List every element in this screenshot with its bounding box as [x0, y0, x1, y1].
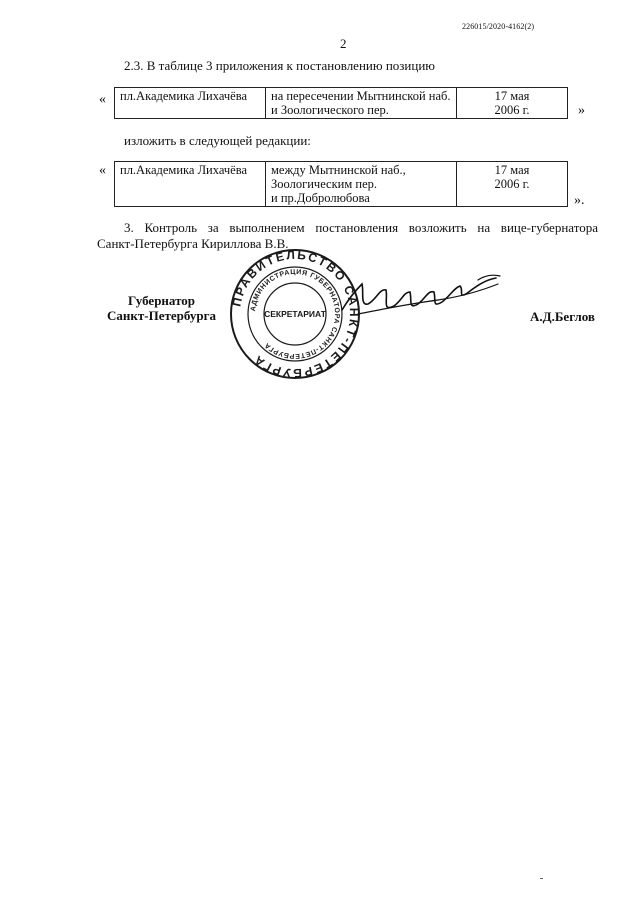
date-cell	[457, 88, 568, 119]
table-new-position	[114, 161, 568, 207]
paragraph-3-line1: 3. Контроль за выполнением постановления возложить на вице-губернатора	[124, 220, 598, 235]
signatory-title-line: Губернатор	[127, 293, 196, 308]
location-cell	[266, 162, 457, 207]
table-row	[115, 88, 568, 119]
date-line: 2006 г.	[494, 103, 530, 117]
table-old-position	[114, 87, 568, 119]
signatory-title	[107, 293, 216, 323]
table-row	[115, 162, 568, 207]
open-quote: «	[99, 92, 106, 107]
paragraph-2-3: 2.3. В таблице 3 приложения к постановлению позицию	[124, 58, 436, 73]
street-name: пл.Академика Лихачёва	[120, 163, 247, 177]
location-line: Зоологическим пер.	[271, 177, 378, 191]
handwritten-signature	[338, 270, 508, 335]
edit-instruction: изложить в следующей редакции:	[124, 133, 311, 148]
street-name: пл.Академика Лихачёва	[120, 89, 247, 103]
location-cell	[266, 88, 457, 119]
close-quote: »	[578, 103, 585, 118]
date-line: 17 мая	[494, 163, 530, 177]
location-line: и пр.Добролюбова	[271, 191, 370, 205]
street-cell	[115, 162, 266, 207]
close-quote: ».	[574, 193, 585, 208]
street-cell	[115, 88, 266, 119]
location-line: на пересечении Мытнинской наб.	[271, 89, 451, 103]
document-number: 226015/2020-4162(2)	[462, 22, 535, 31]
seal-inner-text: АДМИНИСТРАЦИЯ ГУБЕРНАТОРА САНКТ-ПЕТЕРБУРГА	[250, 268, 341, 360]
location-line: и Зоологического пер.	[271, 103, 389, 117]
open-quote: «	[99, 163, 106, 178]
date-cell	[457, 162, 568, 207]
date-line: 17 мая	[494, 89, 530, 103]
paragraph-3-line2: Санкт-Петербурга Кириллова В.В.	[97, 236, 289, 251]
date-line: 2006 г.	[494, 177, 530, 191]
signatory-name: А.Д.Беглов	[530, 309, 595, 324]
location-line: между Мытнинской наб.,	[271, 163, 406, 177]
page-number: 2	[340, 36, 347, 51]
signatory-title-line: Санкт-Петербурга	[107, 308, 216, 323]
scan-speck	[540, 878, 543, 879]
seal-outer-text: ПРАВИТЕЛЬСТВО САНКТ-ПЕТЕРБУРГА	[229, 247, 362, 381]
seal-center-text: СЕКРЕТАРИАТ	[264, 309, 326, 319]
